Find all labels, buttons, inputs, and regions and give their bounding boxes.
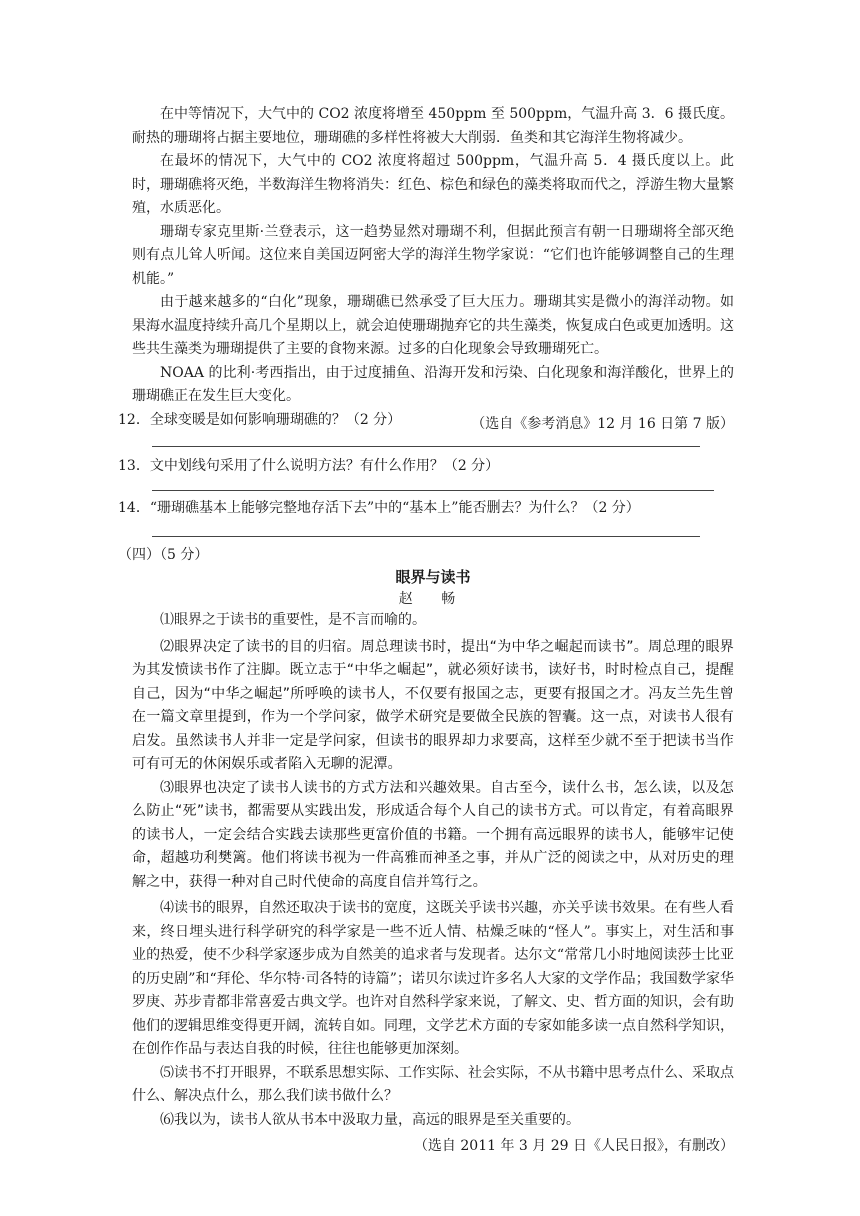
essay-body (132, 609, 734, 1157)
coral-paragraph-3: 珊瑚专家克里斯·兰登表示，这一趋势显然对珊瑚不利，但据此预言有朝一日珊瑚将全部灭绝则有点儿耸人听闻。这位来自美国迈阿密大学的海洋生物学家说：“它们也许能够调整自己的生理机能。” (132, 223, 734, 287)
essay-paragraph-6: ⑹我以为，读书人欲从书本中汲取力量，高远的眼界是至关重要的。 (160, 1111, 580, 1128)
question-13-text: 13．文中划线句采用了什么说明方法？有什么作用？（2 分） (118, 458, 500, 474)
coral-paragraph-2: 在最坏的情况下，大气中的 CO2 浓度将超过 500ppm，气温升高 5．4 摄氏度以上。此时，珊瑚礁将灭绝，半数海洋生物将消失：红色、棕色和绿色的藻类将取而代之，浮游生物大量繁殖，水质恶化。 (132, 153, 734, 216)
essay-paragraph-5: ⑸读书不打开眼界，不联系思想实际、工作实际、社会实际，不从书籍中思考点什么、采取点什么、解决点什么，那么我们读书做什么？ (132, 1064, 734, 1104)
essay-author: 赵 畅 (398, 591, 468, 607)
coral-source: （选自《参考消息》12 月 16 日第 7 版） (471, 415, 734, 432)
question-12-text: 12．全球变暖是如何影响珊瑚礁的？（2 分） (118, 412, 402, 428)
coral-paragraph-4: 由于越来越多的“白化”现象，珊瑚礁已然承受了巨大压力。珊瑚其实是微小的海洋动物。如果海水温度持续升高几个星期以上，就会迫使珊瑚抛弃它的共生藻类，恢复成白色或更加透明。这些共生藻类为珊瑚提供了主要的食物来源。过多的白化现象会导致珊瑚死亡。 (132, 294, 734, 357)
coral-paragraph-1: 在中等情况下，大气中的 CO2 浓度将增至 450ppm 至 500ppm，气温升高 3．6 摄氏度。耐热的珊瑚将占据主要地位，珊瑚礁的多样性将被大大削弱．鱼类和其它海洋生物将减少。 (132, 106, 734, 146)
section-4-header (118, 544, 720, 566)
question-13 (118, 455, 718, 477)
question-14 (118, 497, 718, 519)
section-4-label: （四）（5 分） (118, 547, 209, 563)
essay-paragraph-4: ⑷读书的眼界，自然还取决于读书的宽度，这既关乎读书兴趣，亦关乎读书效果。在有些人看来，终日埋头进行科学研究的科学家是一些不近人情、枯燥乏味的“怪人”。事实上，对生活和事业的热爱，使不少科学家逐步成为自然美的追求者与发现者。达尔文“常常几小时地阅读莎士比亚的历史剧”和“拜伦、华尔特·司各特的诗篇”；诺贝尔读过许多名人大家的文学作品；我国数学家华罗庚、苏步青都非常喜爱古典文学。也许对自然科学家来说，了解文、史、哲方面的知识，会有助他们的逻辑思维变得更开阔，流转自如。同理，文学艺术方面的专家如能多读一点自然科学知识，在创作作品与表达自我的时候，往往也能够更加深刻。 (132, 900, 734, 1057)
passage-coral (132, 103, 734, 435)
essay-source: （选自 2011 年 3 月 29 日《人民日报》，有删改） (413, 1138, 734, 1154)
essay-heading (132, 566, 734, 610)
coral-paragraph-5: NOAA 的比利·考西指出，由于过度捕鱼、沿海开发和污染、白化现象和海洋酸化，世界上的珊瑚礁正在发生巨大变化。 (132, 364, 734, 404)
answer-line-12[interactable] (152, 446, 700, 447)
essay-paragraph-2: ⑵眼界决定了读书的目的归宿。周总理读书时，提出“为中华之崛起而读书”。周总理的眼界为其发愤读书作了注脚。既立志于“中华之崛起”，就必须好读书，读好书，时时检点自己，提醒自己，因为“中华之崛起”所呼唤的读书人，不仅要有报国之志，更要有报国之才。冯友兰先生曾在一篇文章里提到，作为一个学问家，做学术研究是要做全民族的智囊。这一点，对读书人很有启发。虽然读书人并非一定是学问家，但读书的眼界却力求要高，这样至少就不至于把读书当作可有可无的休闲娱乐或者陷入无聊的泥潭。 (132, 638, 734, 772)
essay-paragraph-1: ⑴眼界之于读书的重要性，是不言而喻的。 (160, 612, 426, 628)
question-12 (118, 409, 718, 431)
answer-line-14[interactable] (152, 536, 700, 537)
essay-title: 眼界与读书 (395, 568, 471, 586)
question-14-text: 14．“珊瑚礁基本上能够完整地存活下去”中的“基本上”能否删去？为什么？（2 分） (118, 500, 640, 516)
answer-line-13[interactable] (152, 490, 714, 491)
essay-paragraph-3: ⑶眼界也决定了读书人读书的方式方法和兴趣效果。自古至今，读什么书，怎么读，以及怎么防止“死”读书，都需要从实践出发，形成适合每个人自己的读书方式。可以肯定，有着高眼界的读书人，一定会结合实践去读那些更富价值的书籍。一个拥有高远眼界的读书人，能够牢记使命，超越功利樊篱。他们将读书视为一件高雅而神圣之事，并从广泛的阅读之中，从对历史的理解之中，获得一种对自己时代使命的高度自信并笃行之。 (132, 779, 734, 890)
